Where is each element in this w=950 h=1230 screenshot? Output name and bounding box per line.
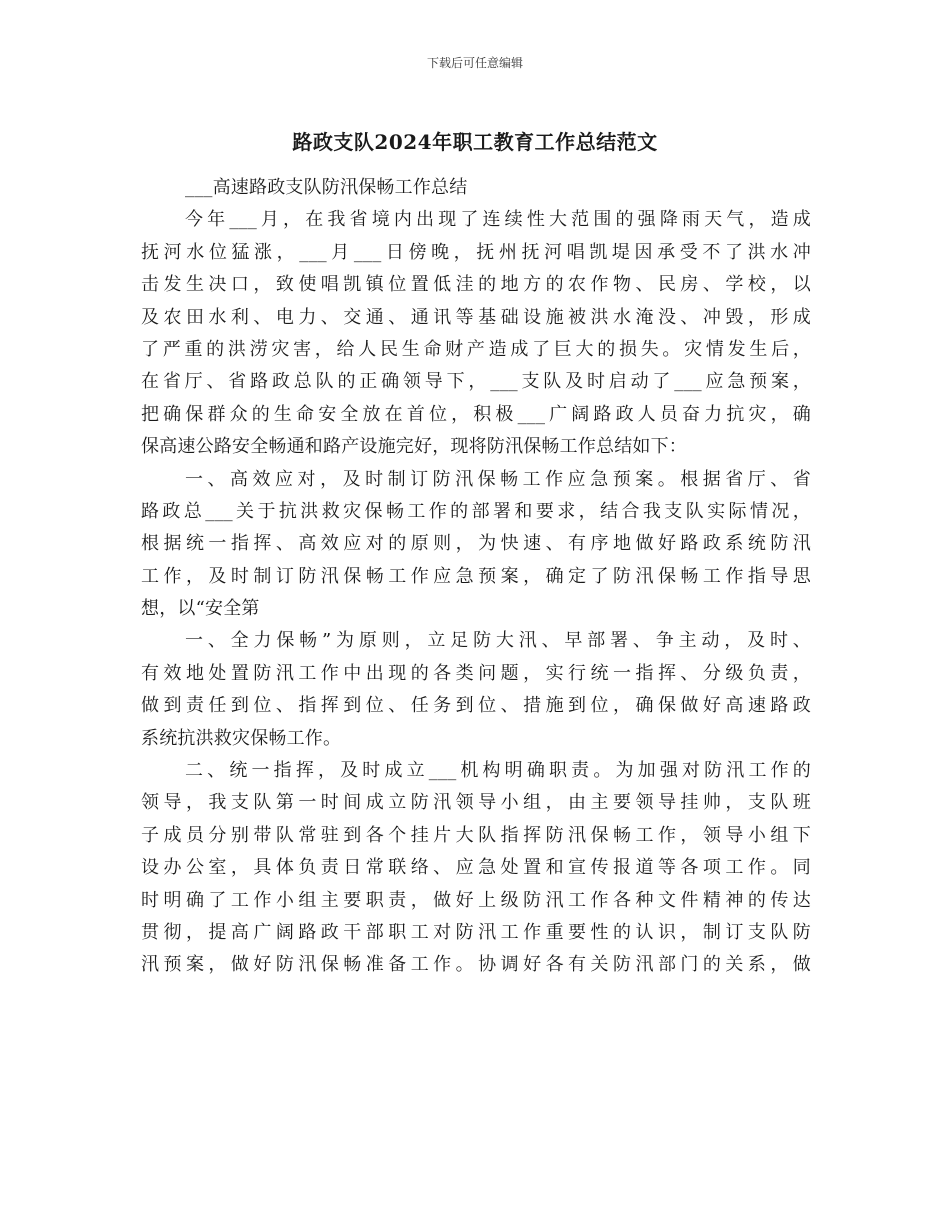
text-line: 一、高效应对，及时制订防汛保畅工作应急预案。根据省厅、省 — [185, 468, 811, 490]
text-line: 把确保群众的生命安全放在首位，积极___广阔路政人员奋力抗灾，确 — [141, 403, 811, 425]
text-line: 了严重的洪涝灾害，给人民生命财产造成了巨大的损失。灾情发生后， — [141, 338, 811, 360]
text-line: 在省厅、省路政总队的正确领导下，___支队及时启动了___应急预案， — [141, 371, 811, 393]
document-body — [141, 172, 811, 982]
text-line: 贯彻，提高广阔路政干部职工对防汛工作重要性的认识，制订支队防 — [141, 921, 811, 943]
text-line: 今年___月，在我省境内出现了连续性大范围的强降雨天气，造成 — [185, 209, 811, 231]
text-line: 保高速公路安全畅通和路产设施完好，现将防汛保畅工作总结如下： — [141, 436, 687, 458]
document-title: 路政支队2024年职工教育工作总结范文 — [292, 130, 658, 154]
text-line: 想，以“安全第 — [141, 598, 260, 620]
text-line: 及农田水利、电力、交通、通讯等基础设施被洪水淹没、冲毁，形成 — [141, 306, 811, 328]
text-line: 做到责任到位、指挥到位、任务到位、措施到位，确保做好高速路政 — [141, 695, 811, 717]
text-line: 击发生决口，致使唱凯镇位置低洼的地方的农作物、民房、学校，以 — [141, 274, 811, 296]
text-line: 设办公室，具体负责日常联络、应急处置和宣传报道等各项工作。同 — [141, 857, 811, 879]
text-line: 子成员分别带队常驻到各个挂片大队指挥防汛保畅工作，领导小组下 — [141, 824, 811, 846]
text-line: 一、全力保畅”为原则，立足防大汛、早部署、争主动，及时、 — [185, 630, 811, 652]
text-line: 领导，我支队第一时间成立防汛领导小组，由主要领导挂帅，支队班 — [141, 792, 811, 814]
text-line: ___高速路政支队防汛保畅工作总结 — [185, 177, 468, 198]
text-line: 路政总___关于抗洪救灾保畅工作的部署和要求，结合我支队实际情况， — [141, 500, 811, 522]
text-line: 系统抗洪救灾保畅工作。 — [141, 727, 342, 749]
text-line: 汛预案，做好防汛保畅准备工作。协调好各有关防汛部门的关系，做 — [141, 954, 811, 976]
text-line: 有效地处置防汛工作中出现的各类问题，实行统一指挥、分级负责， — [141, 662, 811, 684]
text-line: 时明确了工作小组主要职责，做好上级防汛工作各种文件精神的传达 — [141, 889, 811, 911]
header-note: 下载后可任意编辑 — [426, 56, 523, 70]
text-line: 根据统一指挥、高效应对的原则，为快速、有序地做好路政系统防汛 — [141, 533, 811, 555]
text-line: 抚河水位猛涨，___月___日傍晚，抚州抚河唱凯堤因承受不了洪水冲 — [141, 241, 811, 263]
text-line: 工作，及时制订防汛保畅工作应急预案，确定了防汛保畅工作指导思 — [141, 565, 811, 587]
text-line: 二、统一指挥，及时成立___机构明确职责。为加强对防汛工作的 — [185, 760, 811, 782]
